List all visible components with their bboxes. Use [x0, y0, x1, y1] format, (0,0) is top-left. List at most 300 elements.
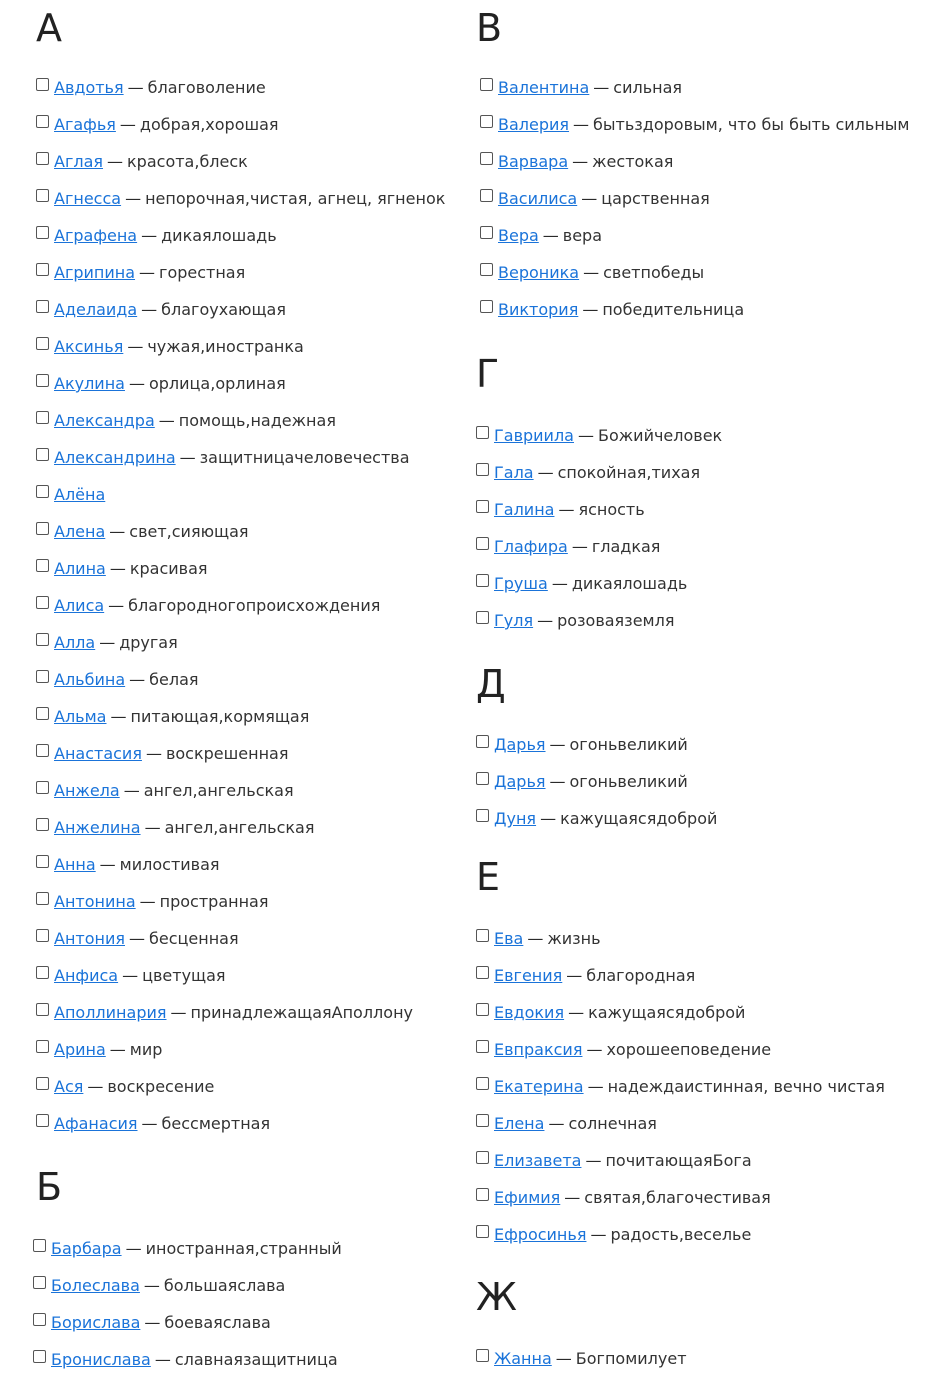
- section-letter-heading: Ж: [476, 1275, 517, 1319]
- name-checkbox[interactable]: [36, 1114, 49, 1127]
- name-meaning: Божийчеловек: [597, 426, 723, 445]
- name-link[interactable]: Евпраксия: [494, 1040, 583, 1059]
- em-dash-separator: —: [568, 1003, 585, 1022]
- name-checkbox[interactable]: [36, 929, 49, 942]
- name-checkbox[interactable]: [33, 1350, 46, 1363]
- name-link[interactable]: Анна: [54, 855, 96, 874]
- name-checkbox[interactable]: [480, 78, 493, 91]
- name-list-item: [476, 424, 722, 448]
- name-checkbox[interactable]: [476, 966, 489, 979]
- name-list-item: [36, 187, 445, 211]
- name-meaning: спокойная,тихая: [557, 463, 701, 482]
- name-list-item: [476, 770, 688, 794]
- em-dash-separator: —: [537, 611, 554, 630]
- name-meaning: орлица,орлиная: [148, 374, 286, 393]
- name-link[interactable]: Ася: [54, 1077, 84, 1096]
- name-link[interactable]: Альма: [54, 707, 107, 726]
- em-dash-separator: —: [109, 559, 126, 578]
- name-checkbox[interactable]: [36, 411, 49, 424]
- name-list-item: [36, 594, 380, 618]
- name-meaning: защитницачеловечества: [199, 448, 410, 467]
- name-list-item: [476, 1149, 752, 1173]
- name-list-item: [36, 483, 105, 507]
- name-checkbox[interactable]: [36, 78, 49, 91]
- name-checkbox[interactable]: [36, 596, 49, 609]
- section-letter-heading: Д: [476, 662, 506, 706]
- name-checkbox[interactable]: [36, 374, 49, 387]
- name-checkbox[interactable]: [36, 263, 49, 276]
- em-dash-separator: —: [549, 735, 566, 754]
- name-meaning: жизнь: [547, 929, 601, 948]
- em-dash-separator: —: [123, 781, 140, 800]
- name-list-item: [476, 498, 645, 522]
- em-dash-separator: —: [593, 78, 610, 97]
- name-list-item: [36, 927, 239, 951]
- name-checkbox[interactable]: [476, 1349, 489, 1362]
- name-checkbox[interactable]: [476, 772, 489, 785]
- name-list-item: [476, 927, 601, 951]
- name-checkbox[interactable]: [36, 855, 49, 868]
- name-list-item: [36, 964, 226, 988]
- name-meaning: большаяслава: [163, 1276, 286, 1295]
- name-meaning: белая: [149, 670, 199, 689]
- em-dash-separator: —: [109, 522, 126, 541]
- name-list-item: [36, 742, 288, 766]
- name-link[interactable]: Ефросинья: [494, 1225, 587, 1244]
- em-dash-separator: —: [127, 337, 144, 356]
- name-meaning: надеждаистинная, вечно чистая: [607, 1077, 885, 1096]
- name-checkbox[interactable]: [36, 1040, 49, 1053]
- name-link[interactable]: Алёна: [54, 485, 106, 504]
- name-list-item: [36, 631, 178, 655]
- name-checkbox[interactable]: [36, 152, 49, 165]
- name-checkbox[interactable]: [480, 300, 493, 313]
- name-meaning: горестная: [159, 263, 246, 282]
- name-meaning: солнечная: [568, 1114, 657, 1133]
- name-list-item: [476, 535, 660, 559]
- name-checkbox[interactable]: [476, 1114, 489, 1127]
- name-meaning: Богпомилует: [575, 1349, 687, 1368]
- name-checkbox[interactable]: [36, 559, 49, 572]
- em-dash-separator: —: [527, 929, 544, 948]
- name-list-item: [476, 1347, 687, 1371]
- name-link[interactable]: Алла: [54, 633, 96, 652]
- em-dash-separator: —: [127, 78, 144, 97]
- name-list-item: [476, 733, 688, 757]
- name-link[interactable]: Барбара: [51, 1239, 122, 1258]
- name-list-item: [476, 1001, 745, 1025]
- name-list-item: [476, 1223, 751, 1247]
- em-dash-separator: —: [558, 500, 575, 519]
- name-link[interactable]: Виктория: [498, 300, 579, 319]
- name-list-item: [36, 557, 208, 581]
- em-dash-separator: —: [587, 1077, 604, 1096]
- name-link[interactable]: Аполлинария: [54, 1003, 167, 1022]
- name-meaning: благородная: [586, 966, 696, 985]
- name-link[interactable]: Болеслава: [51, 1276, 140, 1295]
- name-link[interactable]: Евдокия: [494, 1003, 565, 1022]
- name-list-item: [480, 298, 744, 322]
- em-dash-separator: —: [548, 1114, 565, 1133]
- em-dash-separator: —: [585, 1151, 602, 1170]
- em-dash-separator: —: [99, 855, 116, 874]
- name-link[interactable]: Алиса: [54, 596, 105, 615]
- section-letter-heading: В: [476, 6, 503, 50]
- name-checkbox[interactable]: [36, 892, 49, 905]
- name-checkbox[interactable]: [36, 670, 49, 683]
- name-meaning: воскресение: [107, 1077, 215, 1096]
- name-checkbox[interactable]: [36, 337, 49, 350]
- em-dash-separator: —: [555, 1349, 572, 1368]
- name-meaning: питающая,кормящая: [130, 707, 310, 726]
- name-link[interactable]: Елена: [494, 1114, 545, 1133]
- name-meaning: помощь,надежная: [178, 411, 336, 430]
- name-meaning: чужая,иностранка: [147, 337, 304, 356]
- name-link[interactable]: Алена: [54, 522, 106, 541]
- name-link[interactable]: Елизавета: [494, 1151, 582, 1170]
- em-dash-separator: —: [143, 1276, 160, 1295]
- em-dash-separator: —: [87, 1077, 104, 1096]
- name-checkbox[interactable]: [476, 574, 489, 587]
- name-meaning: ясность: [578, 500, 645, 519]
- name-meaning: огоньвеликий: [569, 772, 688, 791]
- em-dash-separator: —: [125, 189, 142, 208]
- name-meaning: кажущаясядоброй: [588, 1003, 746, 1022]
- name-meaning: дикаялошадь: [571, 574, 688, 593]
- name-checkbox[interactable]: [36, 966, 49, 979]
- name-list-item: [476, 964, 695, 988]
- name-list-item: [476, 1186, 771, 1210]
- name-checkbox[interactable]: [480, 189, 493, 202]
- em-dash-separator: —: [170, 1003, 187, 1022]
- name-list-item: [36, 76, 266, 100]
- name-list-item: [36, 1001, 413, 1025]
- name-meaning: боеваяслава: [164, 1313, 271, 1332]
- name-checkbox[interactable]: [33, 1313, 46, 1326]
- name-meaning: победительница: [602, 300, 745, 319]
- name-link[interactable]: Валерия: [498, 115, 570, 134]
- name-checkbox[interactable]: [476, 1077, 489, 1090]
- name-list-item: [36, 372, 286, 396]
- section-letter-heading: А: [36, 6, 62, 50]
- name-list-item: [476, 1075, 885, 1099]
- name-meaning: принадлежащаяАполлону: [190, 1003, 413, 1022]
- name-checkbox[interactable]: [36, 1003, 49, 1016]
- em-dash-separator: —: [119, 115, 136, 134]
- name-meaning: другая: [119, 633, 178, 652]
- name-list-item: [36, 816, 314, 840]
- em-dash-separator: —: [141, 226, 158, 245]
- name-link[interactable]: Вера: [498, 226, 539, 245]
- em-dash-separator: —: [540, 809, 557, 828]
- em-dash-separator: —: [154, 1350, 171, 1369]
- name-meaning: розоваяземля: [557, 611, 675, 630]
- name-link[interactable]: Василиса: [498, 189, 578, 208]
- name-meaning: благоволение: [147, 78, 266, 97]
- em-dash-separator: —: [129, 670, 146, 689]
- name-list-item: [36, 335, 304, 359]
- name-list-item: [480, 150, 673, 174]
- name-checkbox[interactable]: [36, 485, 49, 498]
- name-checkbox[interactable]: [480, 115, 493, 128]
- name-checkbox[interactable]: [476, 809, 489, 822]
- name-meaning: красота,блеск: [127, 152, 248, 171]
- name-meaning: хорошееповедение: [606, 1040, 772, 1059]
- name-list-item: [476, 461, 700, 485]
- name-link[interactable]: Агнесса: [54, 189, 122, 208]
- name-link[interactable]: Анжелина: [54, 818, 141, 837]
- name-link[interactable]: Александра: [54, 411, 155, 430]
- em-dash-separator: —: [141, 300, 158, 319]
- em-dash-separator: —: [573, 115, 590, 134]
- name-checkbox[interactable]: [33, 1276, 46, 1289]
- em-dash-separator: —: [99, 633, 116, 652]
- em-dash-separator: —: [125, 1239, 142, 1258]
- em-dash-separator: —: [583, 263, 600, 282]
- name-list-item: [36, 409, 336, 433]
- name-meaning: иностранная,странный: [145, 1239, 342, 1258]
- name-checkbox[interactable]: [476, 1225, 489, 1238]
- name-checkbox[interactable]: [33, 1239, 46, 1252]
- name-link[interactable]: Александрина: [54, 448, 176, 467]
- name-link[interactable]: Антония: [54, 929, 125, 948]
- name-list-item: [476, 1038, 771, 1062]
- em-dash-separator: —: [549, 772, 566, 791]
- name-meaning: почитающаяБога: [605, 1151, 752, 1170]
- name-list-item: [36, 853, 220, 877]
- name-link[interactable]: Дуня: [494, 809, 537, 828]
- em-dash-separator: —: [566, 966, 583, 985]
- name-checkbox[interactable]: [476, 426, 489, 439]
- name-link[interactable]: Вероника: [498, 263, 580, 282]
- em-dash-separator: —: [109, 1040, 126, 1059]
- name-link[interactable]: Агрипина: [54, 263, 136, 282]
- name-meaning: благоухающая: [161, 300, 286, 319]
- em-dash-separator: —: [128, 374, 145, 393]
- name-checkbox[interactable]: [480, 152, 493, 165]
- name-link[interactable]: Анфиса: [54, 966, 119, 985]
- em-dash-separator: —: [129, 929, 145, 948]
- name-checkbox[interactable]: [36, 707, 49, 720]
- name-checkbox[interactable]: [36, 448, 49, 461]
- name-list-item: [36, 1075, 214, 1099]
- em-dash-separator: —: [564, 1188, 581, 1207]
- name-meaning: воскрешенная: [165, 744, 289, 763]
- name-link[interactable]: Анжела: [54, 781, 120, 800]
- name-list-item: [36, 890, 268, 914]
- name-link[interactable]: Жанна: [494, 1349, 552, 1368]
- name-meaning: ангел,ангельская: [164, 818, 315, 837]
- name-meaning: мир: [129, 1040, 163, 1059]
- name-list-item: [480, 224, 602, 248]
- name-list-item: [36, 150, 248, 174]
- em-dash-separator: —: [122, 966, 139, 985]
- em-dash-separator: —: [144, 1313, 161, 1332]
- name-link[interactable]: Агафья: [54, 115, 116, 134]
- em-dash-separator: —: [144, 818, 161, 837]
- em-dash-separator: —: [537, 463, 554, 482]
- em-dash-separator: —: [139, 263, 156, 282]
- name-link[interactable]: Дарья: [494, 735, 546, 754]
- name-link[interactable]: Екатерина: [494, 1077, 584, 1096]
- name-checkbox[interactable]: [476, 1188, 489, 1201]
- name-checkbox[interactable]: [476, 735, 489, 748]
- name-list-item: [33, 1274, 285, 1298]
- name-meaning: святая,благочестивая: [584, 1188, 771, 1207]
- name-list-item: [33, 1311, 271, 1335]
- name-meaning: вера: [562, 226, 603, 245]
- name-list-item: [36, 705, 309, 729]
- name-list-item: [480, 261, 704, 285]
- name-meaning: бесценная: [149, 929, 239, 948]
- name-link[interactable]: Алина: [54, 559, 106, 578]
- em-dash-separator: —: [107, 152, 124, 171]
- name-link[interactable]: Евгения: [494, 966, 563, 985]
- name-checkbox[interactable]: [36, 522, 49, 535]
- name-meaning: сильная: [613, 78, 683, 97]
- name-list-item: [36, 1038, 162, 1062]
- name-link[interactable]: Аграфена: [54, 226, 138, 245]
- name-meaning: жестокая: [592, 152, 674, 171]
- name-checkbox[interactable]: [36, 818, 49, 831]
- section-letter-heading: Е: [476, 855, 501, 899]
- name-link[interactable]: Анастасия: [54, 744, 142, 763]
- name-checkbox[interactable]: [36, 226, 49, 239]
- name-meaning: кажущаясядоброй: [560, 809, 718, 828]
- name-link[interactable]: Авдотья: [54, 78, 124, 97]
- name-link[interactable]: Гуля: [494, 611, 534, 630]
- name-checkbox[interactable]: [480, 263, 493, 276]
- name-link[interactable]: Дарья: [494, 772, 546, 791]
- name-link[interactable]: Валентина: [498, 78, 590, 97]
- name-checkbox[interactable]: [36, 1077, 49, 1090]
- name-list-item: [36, 224, 277, 248]
- name-meaning: дикаялошадь: [161, 226, 277, 245]
- name-link[interactable]: Антонина: [54, 892, 136, 911]
- name-list-item: [33, 1237, 342, 1261]
- em-dash-separator: —: [179, 448, 196, 467]
- name-link[interactable]: Арина: [54, 1040, 106, 1059]
- em-dash-separator: —: [110, 707, 127, 726]
- name-meaning: огоньвеликий: [569, 735, 688, 754]
- name-checkbox[interactable]: [476, 500, 489, 513]
- section-letter-heading: Г: [476, 352, 500, 396]
- em-dash-separator: —: [582, 300, 599, 319]
- name-meaning: пространная: [159, 892, 269, 911]
- name-list-item: [36, 446, 410, 470]
- name-checkbox[interactable]: [476, 929, 489, 942]
- name-checkbox[interactable]: [476, 611, 489, 624]
- em-dash-separator: —: [571, 537, 588, 556]
- name-link[interactable]: Альбина: [54, 670, 126, 689]
- name-link[interactable]: Афанасия: [54, 1114, 138, 1133]
- name-checkbox[interactable]: [476, 1151, 489, 1164]
- name-meaning: непорочная,чистая, агнец, ягненок: [145, 189, 446, 208]
- name-checkbox[interactable]: [476, 1040, 489, 1053]
- name-checkbox[interactable]: [36, 115, 49, 128]
- name-list-item: [480, 187, 710, 211]
- name-meaning: царственная: [601, 189, 710, 208]
- name-list-item: [476, 807, 717, 831]
- name-meaning: милостивая: [119, 855, 220, 874]
- name-link[interactable]: Груша: [494, 574, 548, 593]
- name-meaning: славнаязащитница: [174, 1350, 338, 1369]
- name-list-item: [36, 779, 294, 803]
- em-dash-separator: —: [141, 1114, 158, 1133]
- name-checkbox[interactable]: [476, 537, 489, 550]
- name-link[interactable]: Гавриила: [494, 426, 574, 445]
- em-dash-separator: —: [577, 426, 594, 445]
- name-link[interactable]: Бронислава: [51, 1350, 151, 1369]
- name-link[interactable]: Борислава: [51, 1313, 141, 1332]
- name-meaning: благородногопроисхождения: [128, 596, 381, 615]
- name-link[interactable]: Ефимия: [494, 1188, 561, 1207]
- name-link[interactable]: Акулина: [54, 374, 125, 393]
- name-meaning: красивая: [129, 559, 208, 578]
- name-list-item: [476, 572, 687, 596]
- name-list-item: [36, 1112, 270, 1136]
- name-meaning: радость,веселье: [610, 1225, 752, 1244]
- name-meaning: бытьздоровым, что бы быть сильным: [593, 115, 910, 134]
- name-link[interactable]: Аглая: [54, 152, 104, 171]
- name-list-item: [36, 298, 286, 322]
- name-list-item: [36, 520, 249, 544]
- name-meaning: светпобеды: [603, 263, 705, 282]
- name-checkbox[interactable]: [36, 633, 49, 646]
- name-checkbox[interactable]: [476, 463, 489, 476]
- em-dash-separator: —: [586, 1040, 603, 1059]
- em-dash-separator: —: [551, 574, 568, 593]
- em-dash-separator: —: [542, 226, 559, 245]
- name-link[interactable]: Ева: [494, 929, 524, 948]
- name-meaning: ангел,ангельская: [143, 781, 294, 800]
- name-list-item: [33, 1348, 338, 1372]
- name-list-item: [36, 668, 199, 692]
- name-checkbox[interactable]: [36, 744, 49, 757]
- name-list-item: [480, 76, 682, 100]
- em-dash-separator: —: [139, 892, 156, 911]
- name-link[interactable]: Галина: [494, 500, 555, 519]
- name-checkbox[interactable]: [480, 226, 493, 239]
- name-meaning: свет,сияющая: [129, 522, 249, 541]
- em-dash-separator: —: [581, 189, 598, 208]
- name-link[interactable]: Варвара: [498, 152, 569, 171]
- name-link[interactable]: Гала: [494, 463, 534, 482]
- name-checkbox[interactable]: [36, 300, 49, 313]
- name-list-item: [480, 113, 909, 137]
- section-letter-heading: Б: [36, 1165, 63, 1209]
- name-meaning: бессмертная: [161, 1114, 271, 1133]
- em-dash-separator: —: [590, 1225, 607, 1244]
- name-checkbox[interactable]: [476, 1003, 489, 1016]
- name-list-item: [476, 1112, 657, 1136]
- name-list-item: [36, 261, 245, 285]
- name-link[interactable]: Глафира: [494, 537, 568, 556]
- name-link[interactable]: Аделаида: [54, 300, 138, 319]
- name-checkbox[interactable]: [36, 781, 49, 794]
- em-dash-separator: —: [158, 411, 175, 430]
- em-dash-separator: —: [108, 596, 125, 615]
- name-link[interactable]: Аксинья: [54, 337, 124, 356]
- name-list-item: [476, 609, 674, 633]
- name-checkbox[interactable]: [36, 189, 49, 202]
- name-meaning: цветущая: [142, 966, 226, 985]
- name-meaning: гладкая: [591, 537, 661, 556]
- em-dash-separator: —: [145, 744, 162, 763]
- name-list-item: [36, 113, 279, 137]
- name-meaning: добрая,хорошая: [139, 115, 279, 134]
- em-dash-separator: —: [572, 152, 589, 171]
